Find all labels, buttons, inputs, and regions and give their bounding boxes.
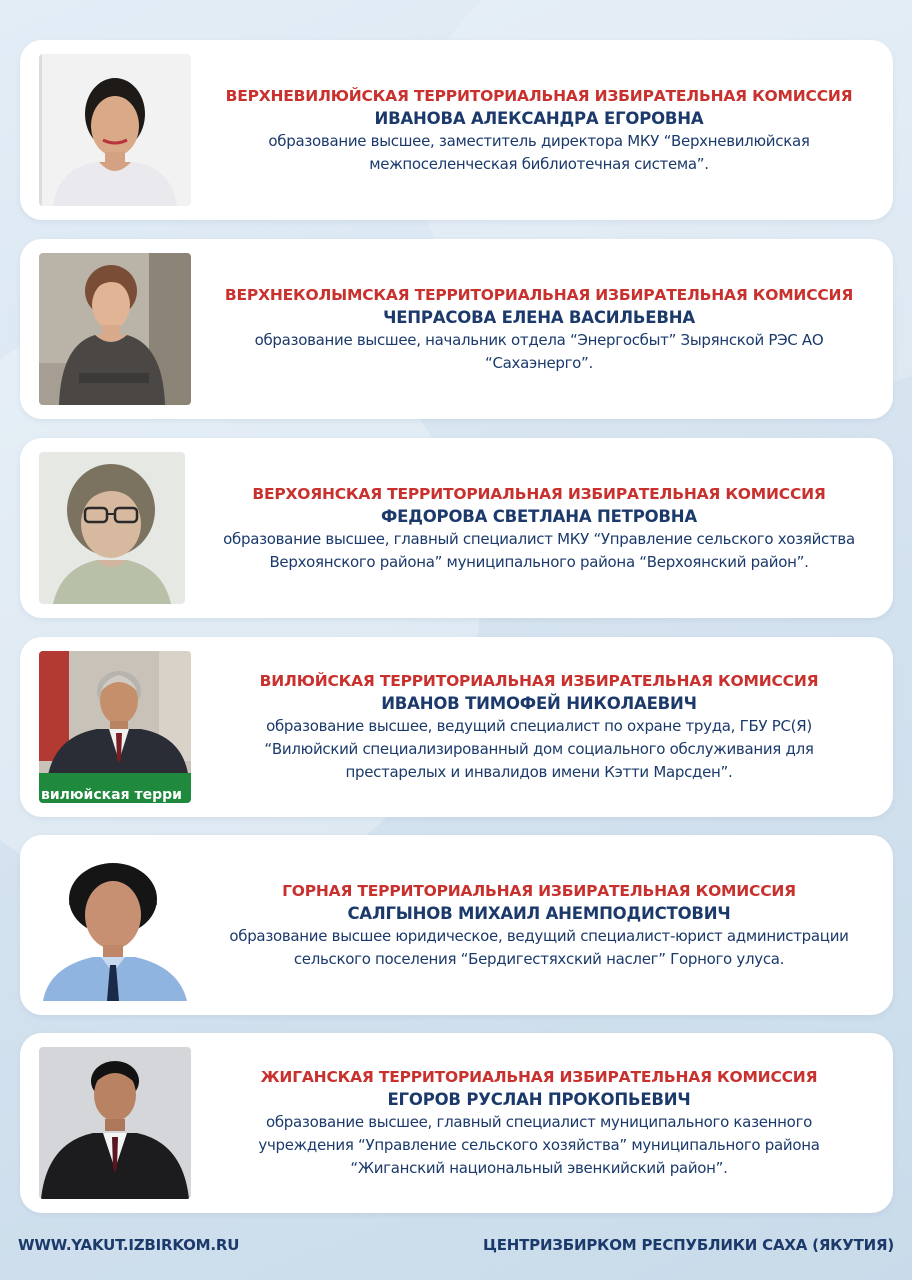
photo-caption: вилюйская терри xyxy=(41,787,182,803)
candidate-description: Верхоянского района” муниципального района “Верхоянский район”. xyxy=(269,552,809,571)
organization-name: ЦЕНТРИЗБИРКОМ РЕСПУБЛИКИ САХА (ЯКУТИЯ) xyxy=(483,1236,894,1254)
candidate-description: образование высшее, заместитель директора МКУ “Верхневилюйская xyxy=(268,131,810,150)
candidate-description: образование высшее, ведущий специалист по охране труда, ГБУ РС(Я) xyxy=(266,717,812,735)
candidate-description: “Жиганский национальный эвенкийский район”. xyxy=(350,1159,728,1177)
commission-title: ВЕРХНЕКОЛЫМСКАЯ ТЕРРИТОРИАЛЬНАЯ ИЗБИРАТЕЛЬНАЯ КОМИССИЯ xyxy=(224,285,854,304)
candidate-name: ЧЕПРАСОВА ЕЛЕНА ВАСИЛЬЕВНА xyxy=(383,307,695,327)
portrait-photo xyxy=(39,253,191,405)
portrait-photo xyxy=(39,54,191,206)
portrait-photo xyxy=(39,452,185,604)
candidate-name: ИВАНОВ ТИМОФЕЙ НИКОЛАЕВИЧ xyxy=(381,694,697,713)
candidate-name: ФЕДОРОВА СВЕТЛАНА ПЕТРОВНА xyxy=(381,506,697,526)
candidate-card xyxy=(20,239,893,419)
candidate-description: образование высшее юридическое, ведущий специалист-юрист администрации xyxy=(229,926,849,945)
website-link[interactable]: WWW.YAKUT.IZBIRKOM.RU xyxy=(18,1236,240,1254)
candidate-name: САЛГЫНОВ МИХАИЛ АНЕМПОДИСТОВИЧ xyxy=(347,903,731,923)
candidate-card xyxy=(20,1033,893,1213)
portrait-photo xyxy=(39,1047,191,1199)
candidate-card xyxy=(20,40,893,220)
commission-title: ВЕРХОЯНСКАЯ ТЕРРИТОРИАЛЬНАЯ ИЗБИРАТЕЛЬНАЯ КОМИССИЯ xyxy=(252,484,826,503)
commission-title: ЖИГАНСКАЯ ТЕРРИТОРИАЛЬНАЯ ИЗБИРАТЕЛЬНАЯ КОМИССИЯ xyxy=(260,1068,818,1086)
candidate-description: образование высшее, главный специалист муниципального казенного xyxy=(265,1113,813,1131)
candidate-description: межпоселенческая библиотечная система”. xyxy=(369,154,709,173)
commission-title: ВИЛЮЙСКАЯ ТЕРРИТОРИАЛЬНАЯ ИЗБИРАТЕЛЬНАЯ КОМИССИЯ xyxy=(259,672,819,690)
candidate-description: образование высшее, главный специалист МКУ “Управление сельского хозяйства xyxy=(223,529,855,548)
candidate-description: сельского поселения “Бердигестяхский наслег” Горного улуса. xyxy=(293,949,785,968)
candidate-description: образование высшее, начальник отдела “Энергосбыт” Зырянской РЭС АО xyxy=(254,330,824,349)
candidate-description: учреждения “Управление сельского хозяйства” муниципального района xyxy=(258,1136,820,1154)
candidate-description: престарелых и инвалидов имени Кэтти Марсден”. xyxy=(345,763,733,781)
commission-title: ГОРНАЯ ТЕРРИТОРИАЛЬНАЯ ИЗБИРАТЕЛЬНАЯ КОМИССИЯ xyxy=(282,881,796,900)
portrait-photo xyxy=(39,849,191,1001)
candidate-card xyxy=(20,637,893,817)
candidate-name: ИВАНОВА АЛЕКСАНДРА ЕГОРОВНА xyxy=(374,108,704,128)
candidate-card xyxy=(20,835,893,1015)
candidate-card xyxy=(20,438,893,618)
portrait-photo xyxy=(39,651,191,803)
commission-title: ВЕРХНЕВИЛЮЙСКАЯ ТЕРРИТОРИАЛЬНАЯ ИЗБИРАТЕЛЬНАЯ КОМИССИЯ xyxy=(225,86,853,105)
candidate-name: ЕГОРОВ РУСЛАН ПРОКОПЬЕВИЧ xyxy=(387,1090,691,1109)
candidate-description: “Сахаэнерго”. xyxy=(485,353,593,372)
candidate-description: “Вилюйский специализированный дом социального обслуживания для xyxy=(264,740,814,758)
